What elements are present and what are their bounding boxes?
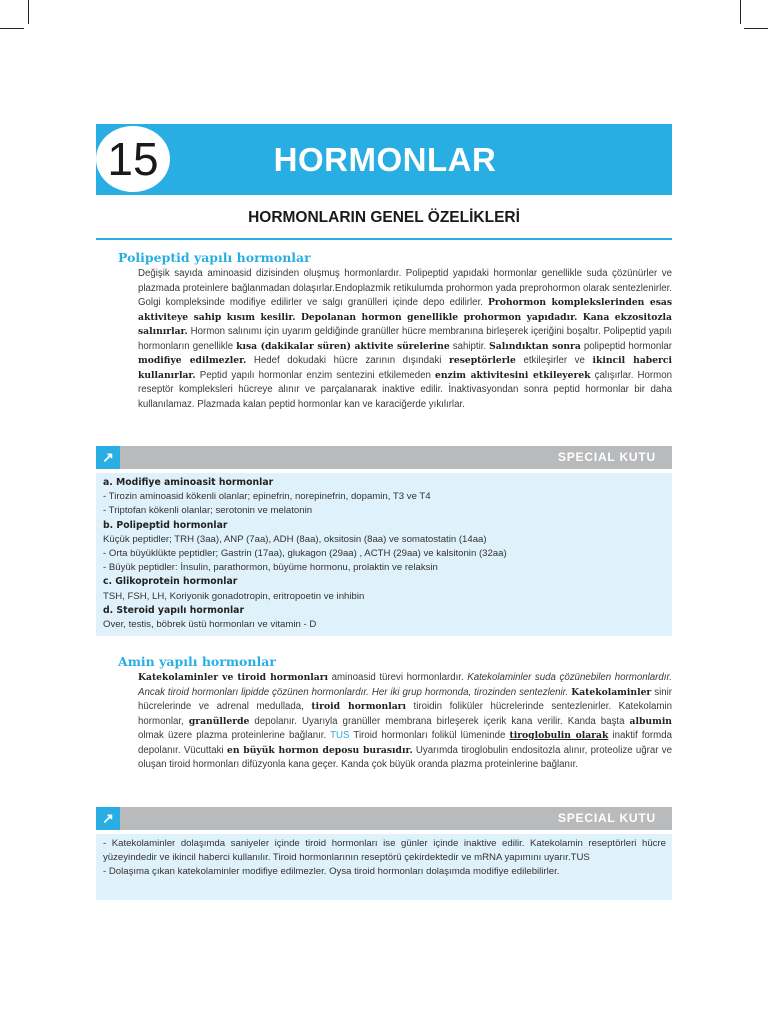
crop-mark (0, 28, 24, 29)
special-box-line: - Tirozin aminoasid kökenli olanlar; epinefrin, norepinefrin, dopamin, T3 ve T4 (103, 491, 431, 503)
chapter-title: HORMONLAR (273, 140, 497, 178)
chapter-number: 15 (96, 126, 170, 192)
special-box-content (96, 473, 672, 636)
arrow-icon: ↗ (96, 807, 120, 830)
section-divider (96, 238, 672, 240)
special-box-heading: a. Modifiye aminoasit hormonlar (103, 477, 274, 488)
special-box-line: - Dolaşıma çıkan katekolaminler modifiye edilmezler. Oysa tiroid hormonları dolaşımda modifiye edilebilirler. (103, 866, 560, 878)
special-box-line: Over, testis, böbrek üstü hormonları ve vitamin - D (103, 619, 317, 631)
special-box-line: TSH, FSH, LH, Koriyonik gonadotropin, eritropoetin ve inhibin (103, 590, 365, 602)
special-box-label: SPECIAL KUTU (557, 811, 656, 825)
special-box-content (96, 834, 672, 900)
special-box-line: - Büyük peptidler: İnsulin, parathormon, büyüme hormonu, prolaktin ve relaksin (103, 562, 438, 574)
polipeptid-heading: Polipeptid yapılı hormonlar (118, 250, 311, 265)
special-box-heading: d. Steroid yapılı hormonlar (103, 604, 245, 616)
special-box-line: - Katekolaminler dolaşımda saniyeler içinde tiroid hormonları ise günler içinde inaktive edilir. Katekolamin reseptörleri hücre yüzeyindedir ve ikincil haberci kullanılır. Tiroid hormonlarının reseptörü çekirdektedir ve mRNA yapımını uyarır.TUS (103, 838, 666, 864)
special-box-heading: b. Polipeptid hormonlar (103, 519, 228, 531)
polipeptid-paragraph: Değişik sayıda aminoasid dizisinden oluşmuş hormonlardır. Polipeptid yapıdaki hormonlar genellikle suda çözünürler ve plazmada proteinlere bağlanmadan dolaşırlar.Endoplazmik retikulumda prohormon yada preprohormon olarak sentezlenirler. Golgi kompleksinde modifiye edilirler ve salgı granülleri içinde depo edilirler. Prohormon komplekslerinden esas aktiviteye sahip kısım kesilir. Depolanan hormon genellikle prohormon yapıdadır. Kana ekzositozla salınırlar. Hormon salınımı için uyarım geldiğinde granüller hücre membranına birleşerek içeriğini boşaltır. Polipeptid yapılı hormonların genellikle kısa (dakikalar süren) aktivite sürelerine sahiptir. Salındıktan sonra polipeptid hormonlar modifiye edilmezler. Hedef dokudaki hücre zarının dışındaki reseptörlerle etkileşirler ve ikincil haberci kullanırlar. Peptid yapılı hormonlar enzim sentezini etkilemeden enzim aktivitesini etkileyerek çalışırlar. Hormon reseptör kompleksleri hücreye alınır ve parçalanarak inaktive edilir. İnaktivasyondan sonra peptid hormonlar bir daha kullanılamaz. Plazmada kalan peptid hormonlar kan ve karaciğerde yıkılırlar. (138, 268, 672, 410)
special-box-line: Küçük peptidler; TRH (3aa), ANP (7aa), ADH (8aa), oksitosin (8aa) ve somatostatin (14aa) (103, 533, 487, 545)
arrow-icon: ↗ (96, 446, 120, 469)
crop-mark (740, 0, 741, 24)
special-box-heading: c. Glikoprotein hormonlar (103, 576, 238, 588)
crop-mark (28, 0, 29, 24)
section-title: HORMONLARIN GENEL ÖZELİKLERİ (248, 209, 520, 226)
crop-mark (744, 28, 768, 29)
special-box-header (96, 807, 672, 830)
amin-paragraph: Katekolaminler ve tiroid hormonları aminoasid türevi hormonlardır. Katekolaminler suda çözünebilen hormonlardır. Ancak tiroid hormonları lipidde çözünen hormonlardır. Her iki grup hormonda, tirozinden sentezlenir. Katekolaminler sinir hücrelerinde ve adrenal medullada, tiroid hormonları tiroidin foliküler hücrelerinde sentezlenirler. Katekolamin hormonlar, granüllerde depolanır. Uyarıyla granüller membrana birleşerek içerik kana verilir. Kanda başta albumin olmak üzere plazma proteinlerine bağlanır. TUS Tiroid hormonları folikül lümeninde tiroglobulin olarak inaktif formda depolanır. Vücuttaki en büyük hormon deposu burasıdır. Uyarımda tiroglobulin endositozla alınır, proteolize uğrar ve oluşan tiroid hormonları difüzyonla kana geçer. Kanda çok büyük oranda plazma proteinlerine bağlanır. (138, 672, 673, 770)
special-box-header (96, 446, 672, 469)
amin-heading: Amin yapılı hormonlar (118, 654, 276, 669)
special-box-line: - Orta büyüklükte peptidler; Gastrin (17aa), glukagon (29aa) , ACTH (29aa) ve kalsitonin (32aa) (103, 548, 507, 560)
special-box-line: - Triptofan kökenli olanlar; serotonin ve melatonin (103, 505, 313, 517)
special-box-label: SPECIAL KUTU (557, 450, 656, 464)
